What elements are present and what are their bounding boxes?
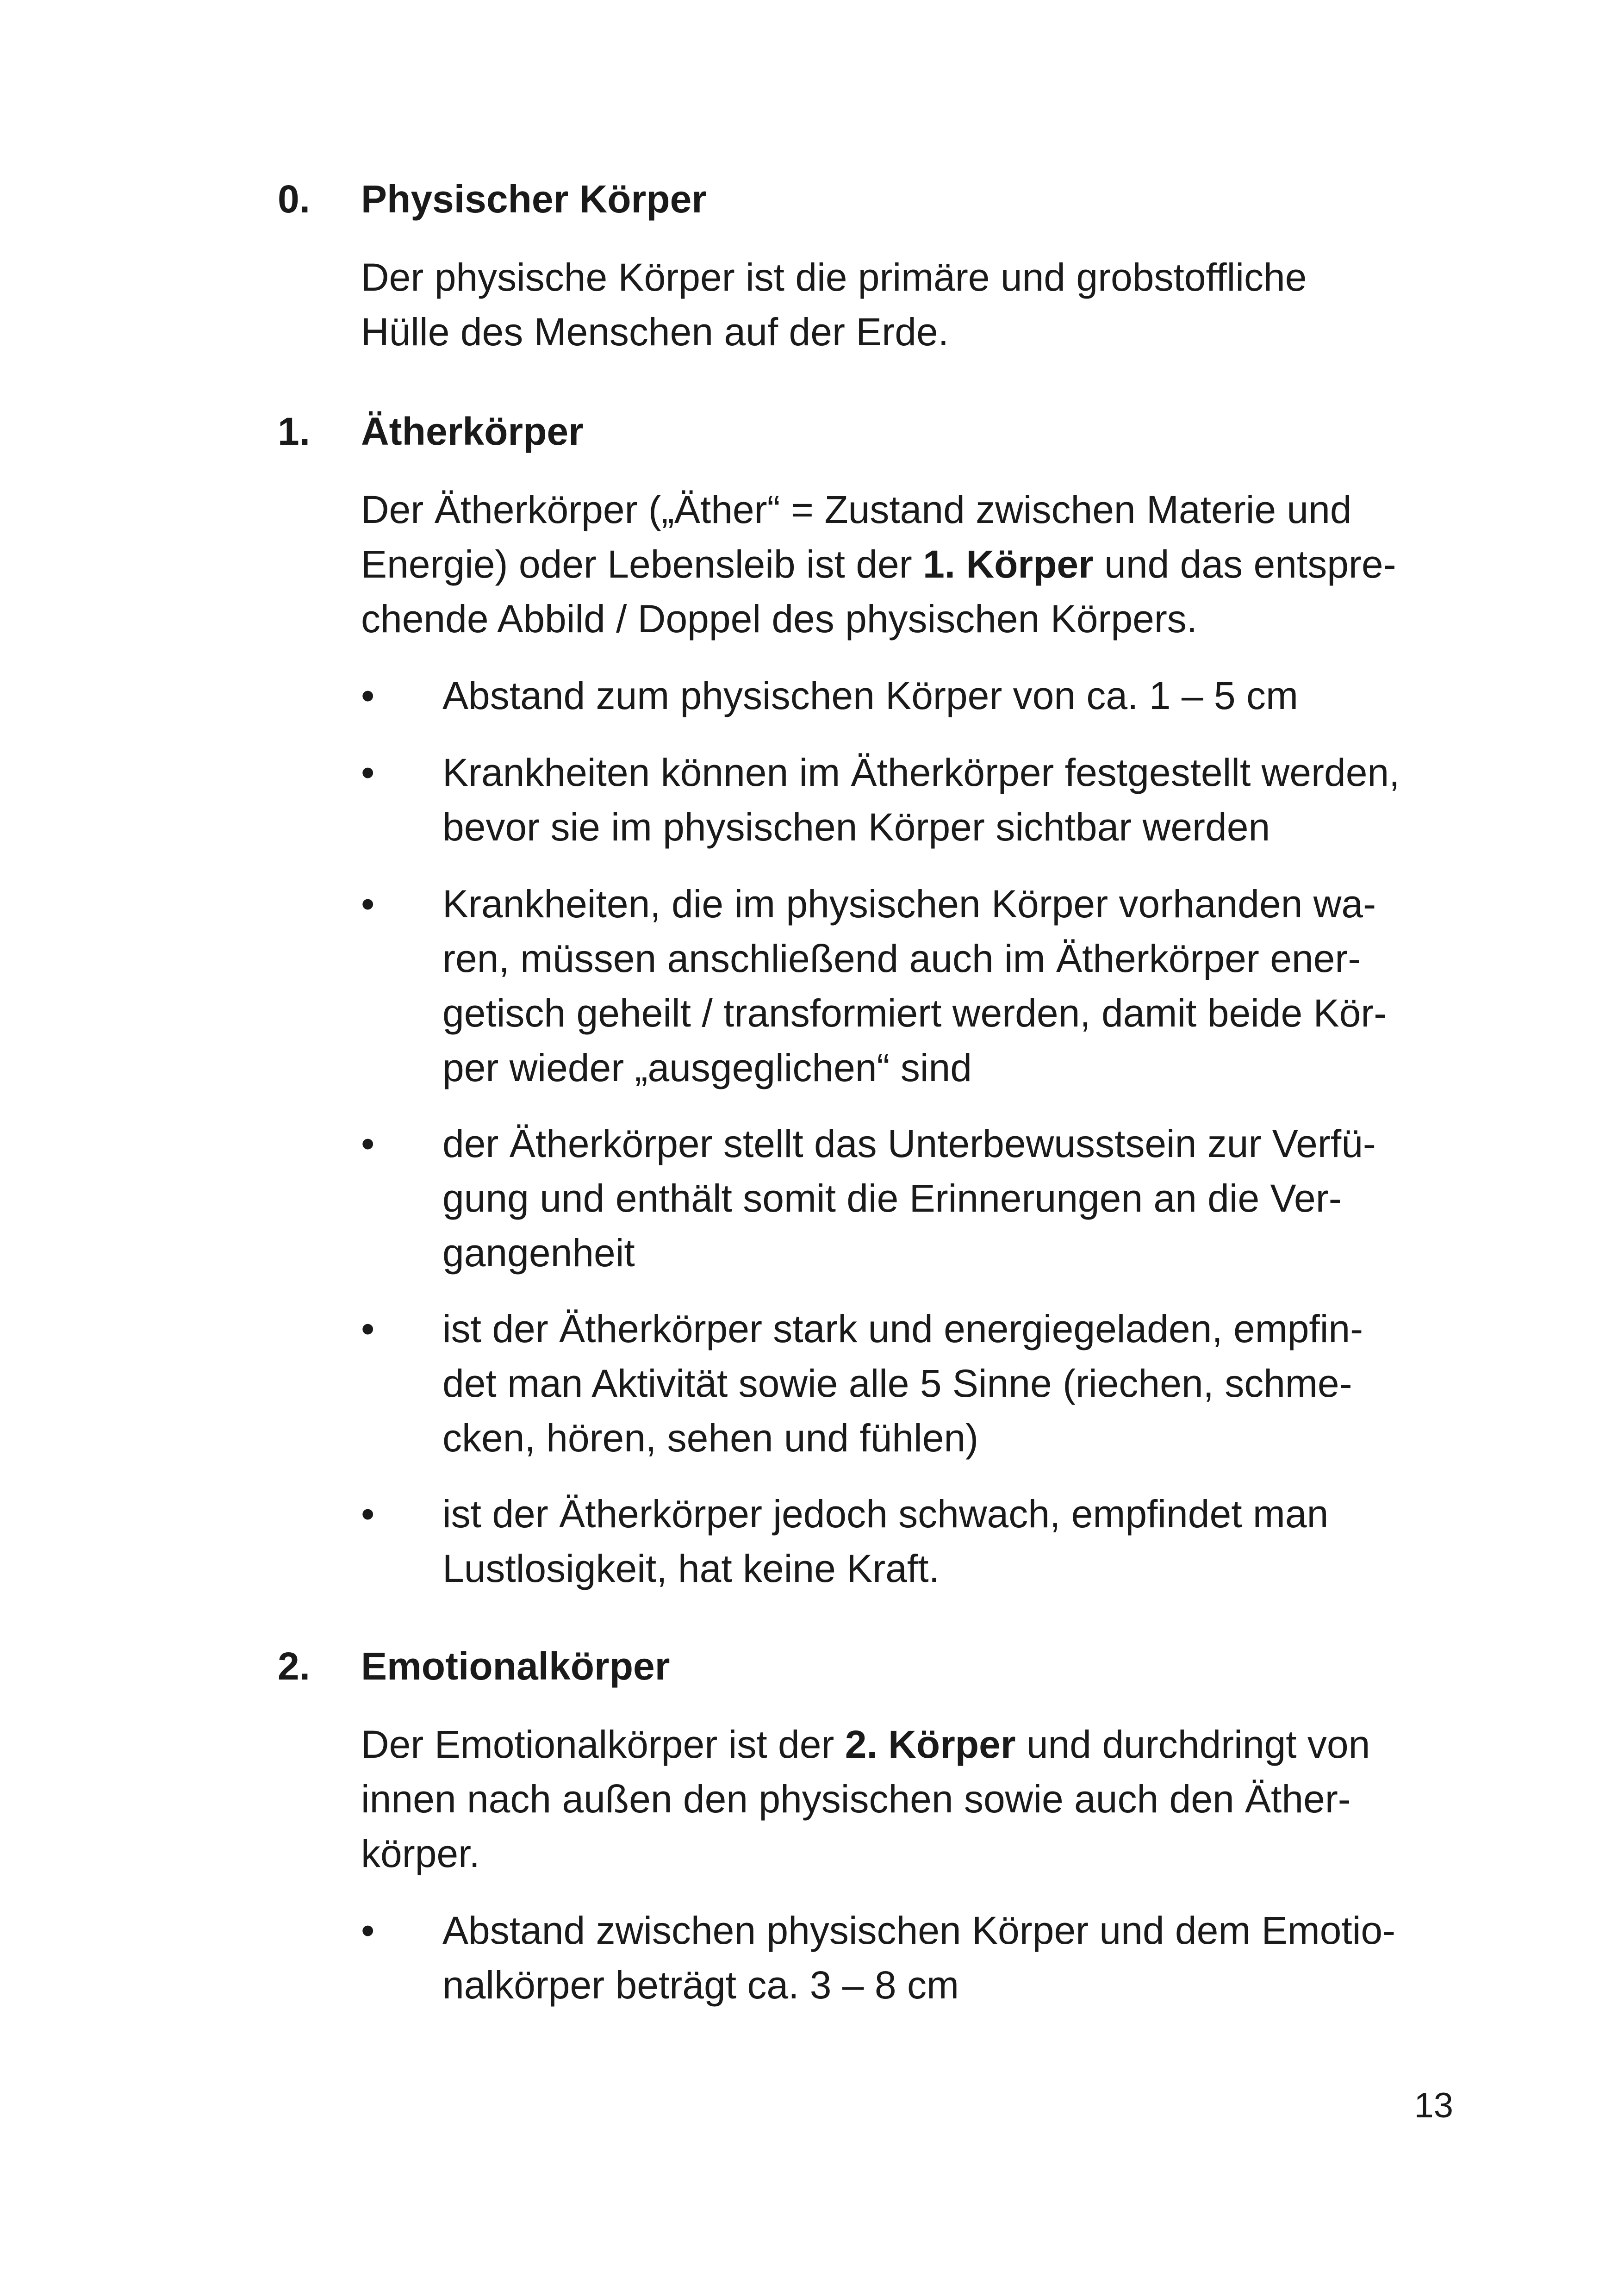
paragraph-line: Der Ätherkörper („Äther“ = Zustand zwischen Materie und — [361, 488, 1352, 531]
page-number: 13 — [1414, 2086, 1453, 2125]
paragraph-line: Hülle des Menschen auf der Erde. — [361, 310, 949, 354]
section-number: 2. — [278, 1644, 311, 1688]
section-heading: Emotionalkörper — [361, 1644, 670, 1688]
section-paragraph — [361, 250, 1462, 359]
bold-emphasis: 1. Körper — [923, 542, 1094, 586]
paragraph-line — [361, 537, 1462, 591]
bullet-icon: • — [361, 1307, 375, 1350]
bullet-line: Lustlosigkeit, hat keine Kraft. — [442, 1547, 940, 1590]
section-heading: Physischer Körper — [361, 177, 707, 221]
bullet-icon: • — [361, 674, 375, 717]
bullet-text — [442, 1301, 1461, 1465]
bullet-line: nalkörper beträgt ca. 3 – 8 cm — [442, 1963, 959, 2007]
bullet-line: ren, müssen anschließend auch im Ätherkörper ener- — [442, 937, 1361, 980]
bullet-line: gung und enthält somit die Erinnerungen an die Ver- — [442, 1176, 1342, 1220]
paragraph-text: Energie) oder Lebensleib ist der — [361, 542, 923, 586]
bullet-line: det man Aktivität sowie alle 5 Sinne (riechen, schme- — [442, 1362, 1352, 1405]
bullet-line: Krankheiten können im Ätherkörper festgestellt werden, — [442, 751, 1400, 794]
bullet-line: der Ätherkörper stellt das Unterbewusstsein zur Verfü- — [442, 1122, 1376, 1165]
paragraph-text: Der Emotionalkörper ist der — [361, 1723, 845, 1766]
bullet-text — [442, 1116, 1461, 1280]
bullet-line: ist der Ätherkörper jedoch schwach, empfindet man — [442, 1492, 1329, 1536]
paragraph-line — [361, 1717, 1462, 1772]
paragraph-line: chende Abbild / Doppel des physischen Körpers. — [361, 597, 1198, 641]
bullet-icon: • — [361, 1122, 375, 1165]
bullet-text — [442, 877, 1461, 1095]
paragraph-text: und durchdringt von — [1015, 1723, 1370, 1766]
bullet-line: bevor sie im physischen Körper sichtbar werden — [442, 805, 1270, 849]
bullet-icon: • — [361, 751, 375, 794]
section-number: 1. — [278, 410, 311, 453]
bullet-icon: • — [361, 1492, 375, 1536]
bullet-line: per wieder „ausgeglichen“ sind — [442, 1046, 972, 1089]
bullet-icon: • — [361, 1909, 375, 1952]
paragraph-text: und das entspre- — [1093, 542, 1396, 586]
section-paragraph — [361, 1717, 1462, 1881]
paragraph-line: körper. — [361, 1832, 480, 1875]
bullet-text — [442, 1903, 1461, 2012]
paragraph-line: innen nach außen den physischen sowie auch den Äther- — [361, 1777, 1351, 1821]
bullet-line: Krankheiten, die im physischen Körper vorhanden wa- — [442, 882, 1376, 926]
bullet-line: Abstand zwischen physischen Körper und dem Emotio- — [442, 1909, 1396, 1952]
section-paragraph — [361, 482, 1462, 646]
paragraph-line: Der physische Körper ist die primäre und grobstoffliche — [361, 255, 1307, 299]
bullet-text — [442, 1487, 1461, 1596]
bullet-text — [442, 668, 1461, 723]
bullet-icon: • — [361, 882, 375, 926]
bold-emphasis: 2. Körper — [845, 1723, 1016, 1766]
bullet-line: gangenheit — [442, 1231, 635, 1275]
bullet-text — [442, 745, 1461, 854]
section-heading: Ätherkörper — [361, 410, 584, 453]
bullet-line: ist der Ätherkörper stark und energiegeladen, empfin- — [442, 1307, 1363, 1350]
bullet-line: getisch geheilt / transformiert werden, damit beide Kör- — [442, 991, 1387, 1035]
section-number: 0. — [278, 177, 311, 221]
bullet-line: Abstand zum physischen Körper von ca. 1 – 5 cm — [442, 674, 1298, 717]
bullet-line: cken, hören, sehen und fühlen) — [442, 1416, 979, 1460]
